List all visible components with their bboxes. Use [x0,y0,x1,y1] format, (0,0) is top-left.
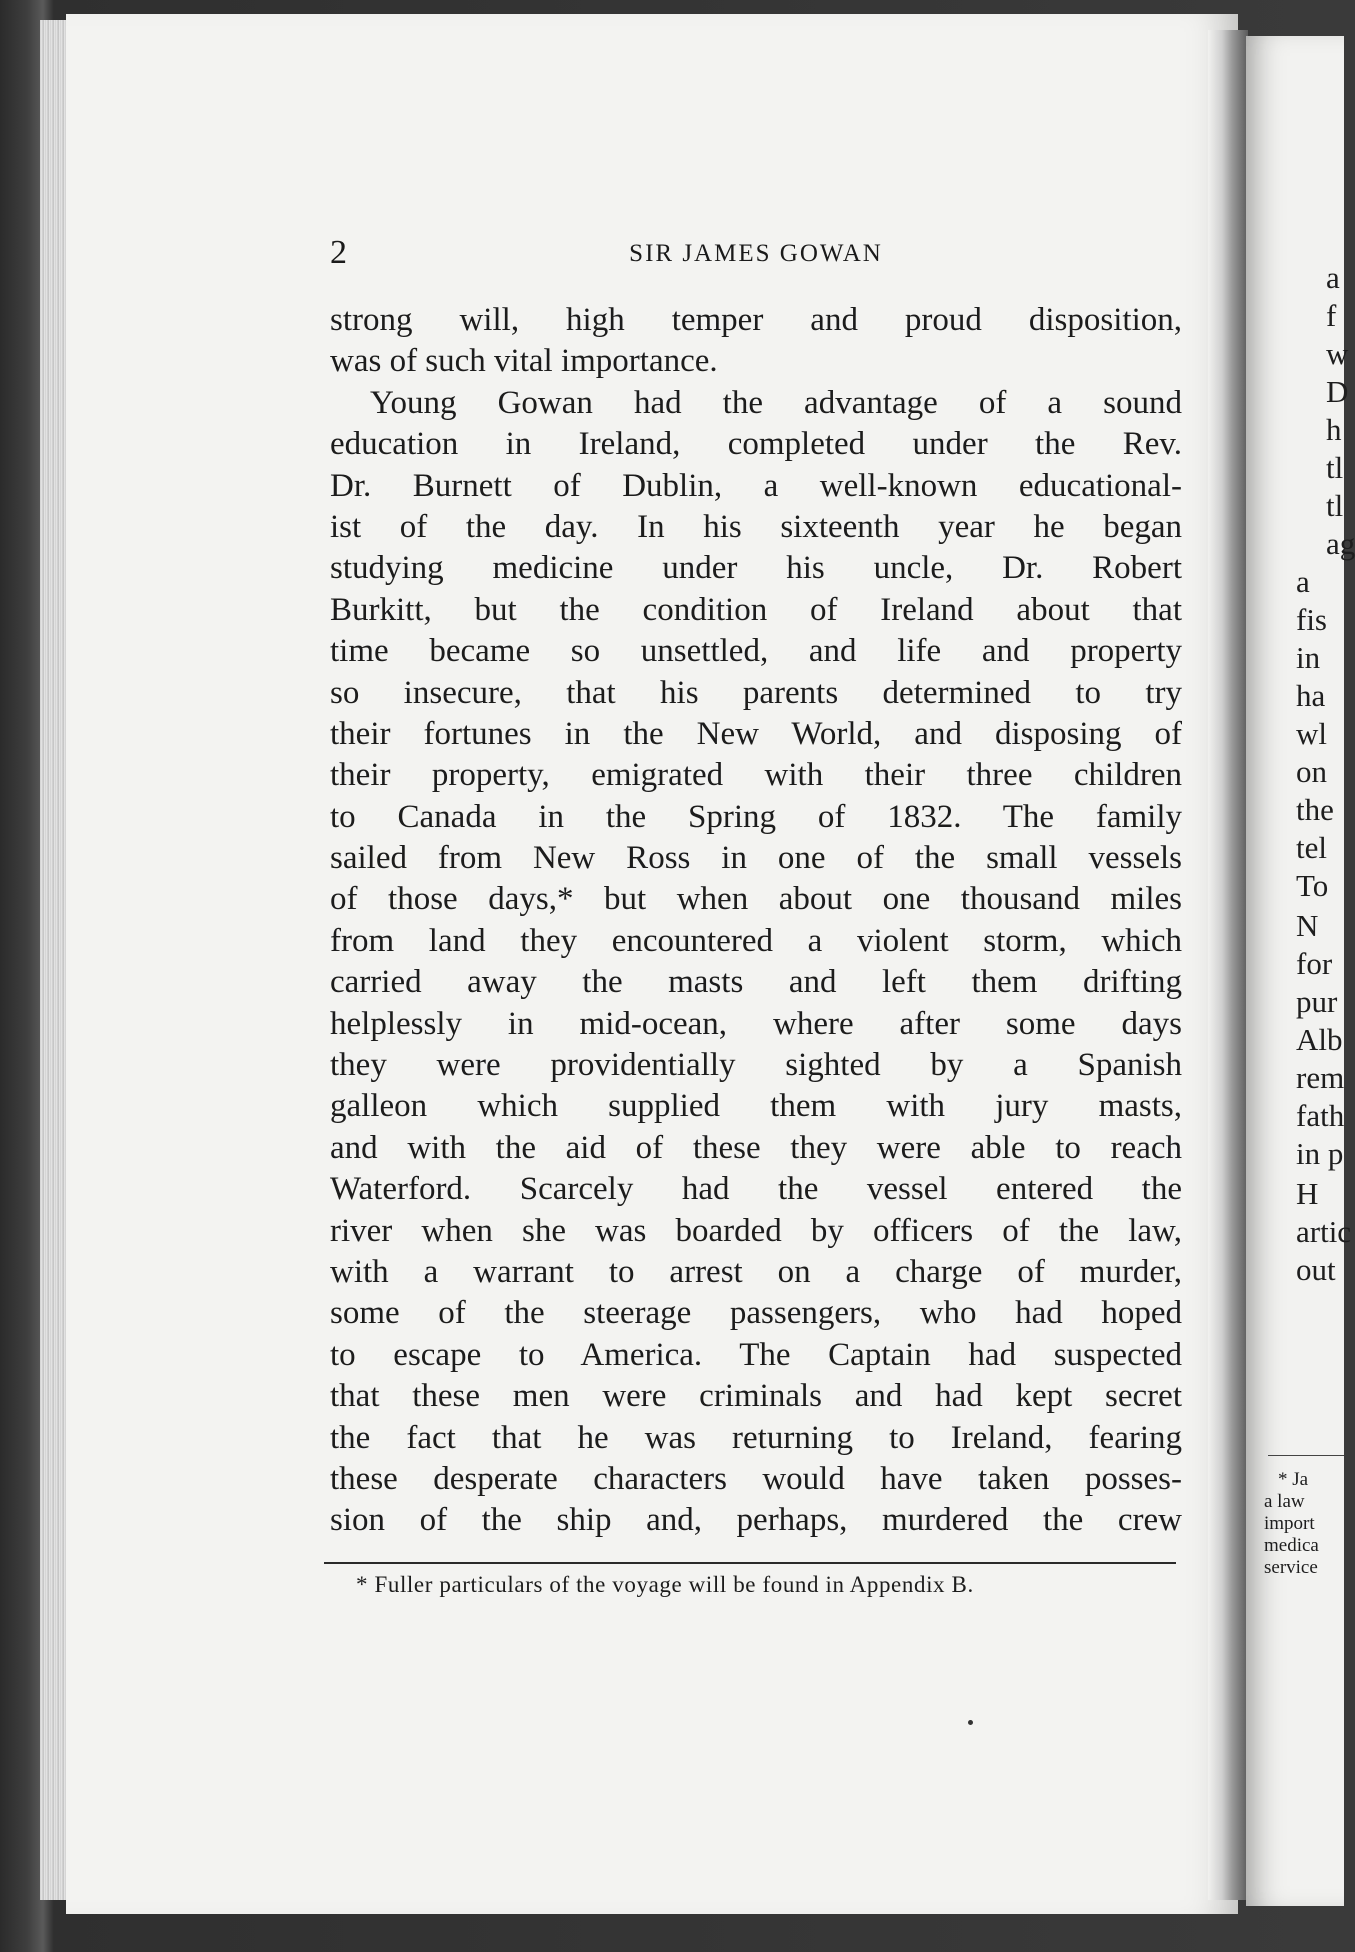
text-line: from land they encountered a violent storm, which [330,922,1182,959]
text-line: Waterford. Scarcely had the vessel entered the [330,1171,1182,1208]
text-line: sailed from New Ross in one of the small vessels [330,840,1182,877]
facing-page-fragment: tl [1326,450,1344,485]
facing-page-fragment: on [1296,754,1327,789]
body-text [330,300,1182,1542]
facing-page-fragment: a [1296,564,1310,599]
facing-page-fragment: ha [1296,678,1326,713]
facing-page-fragment: in [1296,640,1321,675]
facing-page-fragment: the [1296,792,1334,827]
footnote: * Fuller particulars of the voyage will be found in Appendix B. [356,1572,974,1597]
text-line: some of the steerage passengers, who had hoped [330,1295,1182,1332]
text-line: and with the aid of these they were able to reach [330,1129,1182,1166]
text-line: studying medicine under his uncle, Dr. Robert [330,550,1182,587]
facing-footnote-fragment: a law [1264,1491,1305,1512]
facing-page-fragment: tl [1326,488,1344,523]
text-line: the fact that he was returning to Ireland, fearing [330,1419,1182,1456]
ink-speck [968,1720,973,1725]
facing-page-fragment: H [1296,1176,1319,1211]
facing-page-fragment: h [1326,412,1342,447]
text-line: galleon which supplied them with jury masts, [330,1088,1182,1125]
facing-page-fragment: tel [1296,830,1327,865]
text-line: Young Gowan had the advantage of a sound [370,384,1182,421]
facing-page-fragment: in p [1296,1136,1344,1171]
facing-page-fragment: for [1296,946,1333,981]
facing-page-fragment: out [1296,1252,1336,1287]
facing-page-fragment: artic [1296,1214,1352,1249]
facing-page-fragment: pur [1296,984,1338,1019]
facing-page-fragment: w [1326,336,1349,371]
text-line: sion of the ship and, perhaps, murdered the crew [330,1502,1182,1539]
text-line: Dr. Burnett of Dublin, a well-known educational- [330,467,1182,504]
text-line: their fortunes in the New World, and disposing of [330,715,1182,752]
text-line: their property, emigrated with their three children [330,757,1182,794]
text-line: was of such vital importance. [330,343,718,380]
page-header [330,234,1182,274]
book-gutter [1208,30,1248,1900]
running-head: SIR JAMES GOWAN [629,240,883,267]
text-line: with a warrant to arrest on a charge of murder, [330,1253,1182,1290]
text-line: they were providentially sighted by a Spanish [330,1047,1182,1084]
text-line: carried away the masts and left them drifting [330,964,1182,1001]
facing-page-fragment: To [1296,868,1329,903]
facing-footnote-fragment: service [1264,1557,1318,1578]
text-line: education in Ireland, completed under the Rev. [330,426,1182,463]
facing-footnote-fragment: import [1264,1513,1315,1534]
facing-page-fragment: wl [1296,716,1327,751]
text-line: river when she was boarded by officers of the law, [330,1212,1182,1249]
facing-page-fragment: fis [1296,602,1327,637]
text-line: strong will, high temper and proud disposition, [330,302,1182,338]
facing-footnote-fragment: medica [1264,1535,1319,1556]
facing-page-fragment: f [1326,298,1337,333]
facing-page-fragment: Alb [1296,1022,1343,1057]
facing-page-fragment: fath [1296,1098,1345,1133]
facing-page-fragment: N [1296,908,1319,943]
text-line: ist of the day. In his sixteenth year he began [330,508,1182,545]
text-line: so insecure, that his parents determined to try [330,674,1182,711]
text-line: to Canada in the Spring of 1832. The family [330,798,1182,835]
facing-page-fragment: D [1326,374,1349,409]
facing-footnote-rule [1268,1455,1344,1456]
facing-footnote-fragment: * Ja [1278,1469,1309,1490]
text-line: to escape to America. The Captain had suspected [330,1336,1182,1373]
text-line: these desperate characters would have taken posses- [330,1460,1182,1497]
facing-page-fragment: rem [1296,1060,1345,1095]
text-line: Burkitt, but the condition of Ireland about that [330,591,1182,628]
facing-page-fragment: a [1326,260,1340,295]
facing-page-fragment: ag [1326,526,1355,561]
text-line: that these men were criminals and had kept secret [330,1378,1182,1415]
facing-page [1246,36,1355,1906]
page-number: 2 [330,234,347,271]
text-line: of those days,* but when about one thousand miles [330,881,1182,918]
text-line: helplessly in mid-ocean, where after some days [330,1005,1182,1042]
text-line: time became so unsettled, and life and property [330,633,1182,670]
footnote-rule [324,1562,1176,1564]
